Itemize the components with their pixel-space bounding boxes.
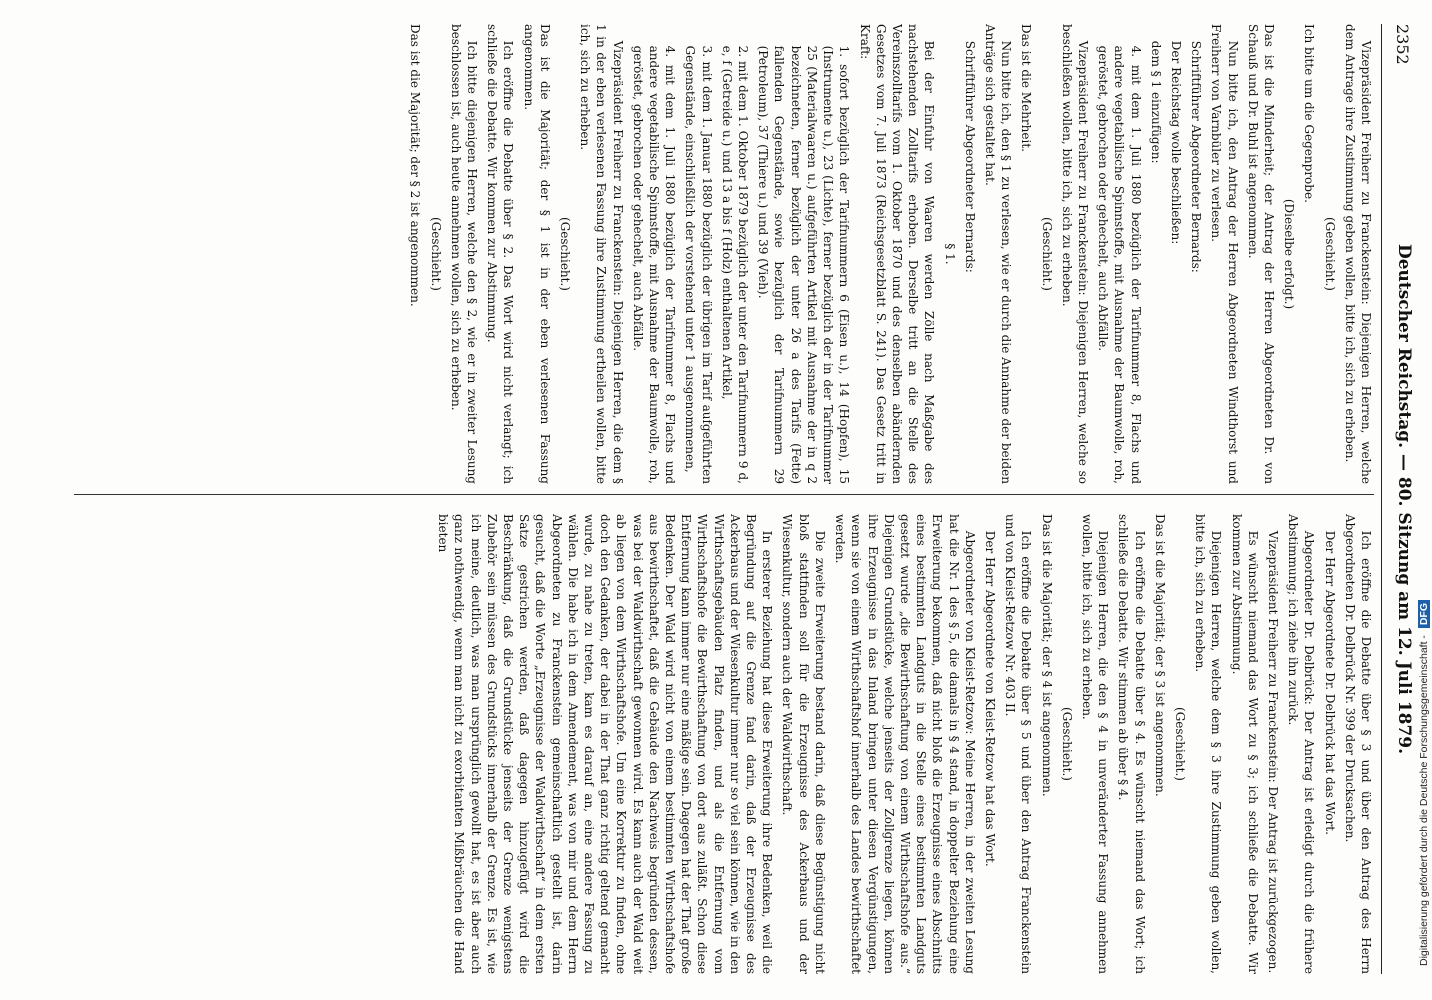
paragraph: Ich eröffne die Debatte über § 3 und über den Antrag des Herrn Abgeordneten Dr. Delbrück Nr. 399 der Drucksachen. (1342, 514, 1373, 974)
paragraph: Abgeordneter von Kleist-Retzow: Meine Herren, in der zweiten Lesung hat die Nr. 1 des § 5, die damals in § 4 stand, in doppelter Beziehung eine Erweiterung bekommen, daß nicht bloß die Erzeugnisse eines Abschnitts eines bestimmten Landguts in die Stelle eines bestimmten Landguts gesetzt wurde „die Bewirthschaftung von einem Wirthschaftshofe aus.“ Diejenigen Grundstücke, welche jenseits der Zollgrenze liegen, können ihre Erzeugnisse in das Inland bringen unter diesen Vergünstigungen, wenn sie von einem Wirthschaftshof innerhalb des Landes bewirthschaftet werden. (833, 514, 977, 974)
page-header (1384, 24, 1418, 974)
paragraph: Bei der Einfuhr von Waaren werden Zölle nach Maßgabe des nachstehenden Zolltarifs erhoben. Derselbe tritt an die Stelle des Vereinszolltarifs vom 1. Oktober 1870 und des denselben abändernden Gesetzes vom 7. Juli 1873 (Reichsgesetzblatt S. 241). Das Gesetz tritt in Kraft: (857, 24, 937, 484)
page-number: 2352 (1393, 24, 1412, 65)
stage-direction: (Geschieht.) (1059, 707, 1074, 781)
paragraph: Der Reichstag wolle beschließen: (1168, 40, 1183, 245)
stage-direction: (Geschieht.) (1322, 217, 1337, 291)
paragraph: Der Herr Abgeordnete Dr. Delbrück hat das Wort. (1322, 530, 1337, 835)
paragraph: Das ist die Majorität; der § 1 ist in der eben verlesenen Fassung angenommen. (521, 24, 552, 484)
paragraph: Vizepräsident Freiherr zu Franckenstein: Diejenigen Herren, die dem § 1 in der eben verlesenen Fassung ihre Zustimmung ertheilen wollen, bitte ich, sich zu erheben. (578, 24, 625, 484)
paragraph: Nun bitte ich, den Antrag der Herren Abgeordneten Windthorst und Freiherr von Varnbüler zu verlesen. (1209, 24, 1240, 484)
digitization-credit (1418, 86, 1432, 966)
left-text-column (34, 24, 1374, 484)
stage-direction: (Geschieht.) (1172, 707, 1187, 781)
paragraph: Vizepräsident Freiherr zu Franckenstein: Diejenigen Herren, welche dem Antrage ihre Zustimmung geben wollen, bitte ich, sich zu erheben. (1342, 24, 1373, 484)
list-item: 4. mit dem 1. Juli 1880 bezüglich der Tarifnummer 8, Flachs und andere vegetabilische Spinnstoffe, mit Ausnahme der Baumwolle, roh, geröstet, gebrochen oder gehechelt, auch Abfälle. (1096, 45, 1143, 484)
list-item: 4. mit dem 1. Juli 1880 bezüglich der Tarifnummer 8, Flachs und andere vegetabilische Spinnstoffe, mit Ausnahme der Baumwolle, roh, geröstet, gebrochen oder gehechelt, auch Abfälle. (630, 45, 678, 484)
right-text-column (34, 514, 1374, 974)
paragraph: Es wünscht niemand das Wort zu § 3; ich schließe die Debatte. Wir kommen zur Abstimmung. (1229, 514, 1260, 974)
paragraph: Der Herr Abgeordnete von Kleist-Retzow hat das Wort. (982, 530, 997, 867)
stage-direction: (Geschieht.) (558, 217, 573, 291)
stage-direction: (Geschieht.) (428, 217, 443, 291)
paragraph: Das ist die Majorität; der § 3 ist angenommen. (1152, 514, 1167, 797)
paragraph: Ich eröffne die Debatte über § 4. Es wünscht niemand das Wort; ich schließe die Debatte. Wir stimmen ab über § 4. (1116, 514, 1147, 974)
rotated-document-page (18, 4, 1418, 994)
running-head: Deutscher Reichstag. — 80. Sitzung am 12. Juli 1879. (1394, 243, 1414, 755)
list-item: 2. mit dem 1. Oktober 1879 bezüglich der unter den Tarifnummern 9 d, e, f (Getreide u.) und 13 a bis f (Holz) enthaltenen Artikel, (719, 45, 751, 484)
paragraph: Diejenigen Herren, welche dem § 3 ihre Zustimmung geben wollen, bitte ich, sich zu erheben. (1193, 514, 1224, 974)
header-rule (1381, 24, 1382, 974)
paragraph: In ersterer Beziehung hat diese Erweiterung ihre Bedenken, weil die Begründung auf die Grenze fand darin, daß der Erzeugnisse des Ackerbaus und der Wiesenkultur immer nur so viel sein können, wie in den Wirthschaftsgebäuden Platz finden, und als die Entfernung vom Wirthschaftshofe die Bewirthschaftung von dort aus zuläßt. Schon diese Entfernung kann immer nur eine mäßige sein. Dagegen hat der That große Bedenken. Der Wald wird nicht von einem bestimmten Wirthschaftshofe aus bewirthschaftet, daß die Gebäude den Nachweis begründen dessen, was bei der Waldwirthschaft gewonnen wird. Es kann auch der Wald weit ab liegen von dem Wirthschaftshofe. Um eine Korrektur zu finden, ohne doch den Gedanken, der dabei in der That ganz richtig geltend gemacht wurde, zu nahe zu treten, kam es darauf an, eine andere Fassung zu wählen. Die habe ich in dem Amendement, was von mir und dem Herrn Abgeordneten zu Franckenstein gemeinschaftlich gestellt ist, darin gesucht, daß die Worte „Erzeugnisse der Waldwirthschaft“ in dem ersten Satze gestrichen werden, daß dagegen hinzugefügt wird die Beschränkung, daß die Grundstücke jenseits der Grenze wenigstens Zubehör sein müssen des Grundstücks innerhalb der Grenze. Es ist, wie ich meine, deutlich, was man ursprünglich gewollt hat, es ist aber auch ganz nothwendig, wenn man nicht zu exorbitanten Mißbräuchen die Hand bieten (436, 514, 775, 974)
paragraph: Ich eröffne die Debatte über § 2. Das Wort wird nicht verlangt; ich schließe die Debatte. Wir kommen zur Abstimmung. (485, 24, 516, 484)
list-item: 3. mit dem 1. Januar 1880 bezüglich der übrigen im Tarif aufgeführten Gegenstände, einschließlich der vorstehend unter 1 ausgenommenen, (683, 45, 714, 484)
dfg-logo: DFG (1418, 600, 1430, 628)
list-item: 1. sofort bezüglich der Tarifnummern 6 (Eisen u.), 14 (Hopfen), 15 (Instrumente u.), 23 (Lichte), ferner bezüglich der in der Tarifnummer 25 (Materialwaaren u.) aufgeführten Artikel mit Ausnahme der in q 2 bezeichneten, ferner bezüglich der unter 26 a des Tarifs (Fette) fallenden Gegenstände, sowie bezüglich der Tarifnummern 29 (Petroleum), 37 (Thiere u.) und 39 (Vieh). (756, 45, 852, 484)
paragraph: dem § 1 einzufügen: (1148, 40, 1163, 164)
stage-direction: (Geschieht.) (1039, 217, 1054, 291)
paragraph: Das ist die Mehrheit. (1019, 24, 1034, 152)
paragraph: Nun bitte ich, den § 1 zu verlesen, wie er durch die Annahme der beiden Anträge sich gestaltet hat. (982, 24, 1014, 484)
paragraph: Schriftführer Abgeordneter Bernards: (962, 40, 977, 273)
paragraph: Ich bitte um die Gegenprobe. (1302, 24, 1317, 203)
paragraph: Die zweite Erweiterung bestand darin, daß diese Begünstigung nicht bloß stattfinden soll für die Erzeugnisse des Ackerbaus und der Wiesenkultur, sondern auch der Waldwirthschaft. (780, 514, 827, 974)
paragraph: Das ist die Minderheit; der Antrag der Herren Abgeordneten Dr. von Schauß und Dr. Buhl ist angenommen. (1245, 24, 1276, 484)
stage-direction: § 1. (942, 243, 957, 265)
stage-direction: (Dieselbe erfolgt.) (1282, 198, 1297, 310)
paragraph: Abgeordneter Dr. Delbrück: Der Antrag ist erledigt durch die frühere Abstimmung; ich ziehe ihn zurück. (1286, 514, 1317, 974)
paragraph: Diejenigen Herren, die den § 4 in unveränderter Fassung annehmen wollen, bitte ich, sich zu erheben. (1079, 514, 1111, 974)
paragraph: Das ist die Majorität; der § 2 ist angenommen. (408, 24, 423, 307)
credit-text: Digitalisierung gefördert durch die Deutsche Forschungsgemeinschaft - (1418, 635, 1430, 966)
paragraph: Ich eröffne die Debatte über § 5 und über den Antrag Franckenstein und von Kleist-Retzow Nr. 403 II. (1003, 514, 1034, 974)
paragraph: Vizepräsident Freiherr zu Franckenstein: Der Antrag ist zurückgezogen. (1265, 530, 1280, 974)
paragraph: Schriftführer Abgeordneter Bernards: (1189, 40, 1204, 273)
paragraph: Vizepräsident Freiherr zu Franckenstein: Diejenigen Herren, welche so beschließen wollen, bitte ich, sich zu erheben. (1059, 24, 1090, 484)
paragraph: Ich bitte diejenigen Herren, welche den § 2, wie er in zweiter Lesung beschlossen ist, auch heute annehmen wollen, sich zu erheben. (448, 24, 480, 484)
paragraph: Das ist die Majorität; der § 4 ist angenommen. (1039, 514, 1054, 797)
column-divider (74, 494, 1374, 495)
